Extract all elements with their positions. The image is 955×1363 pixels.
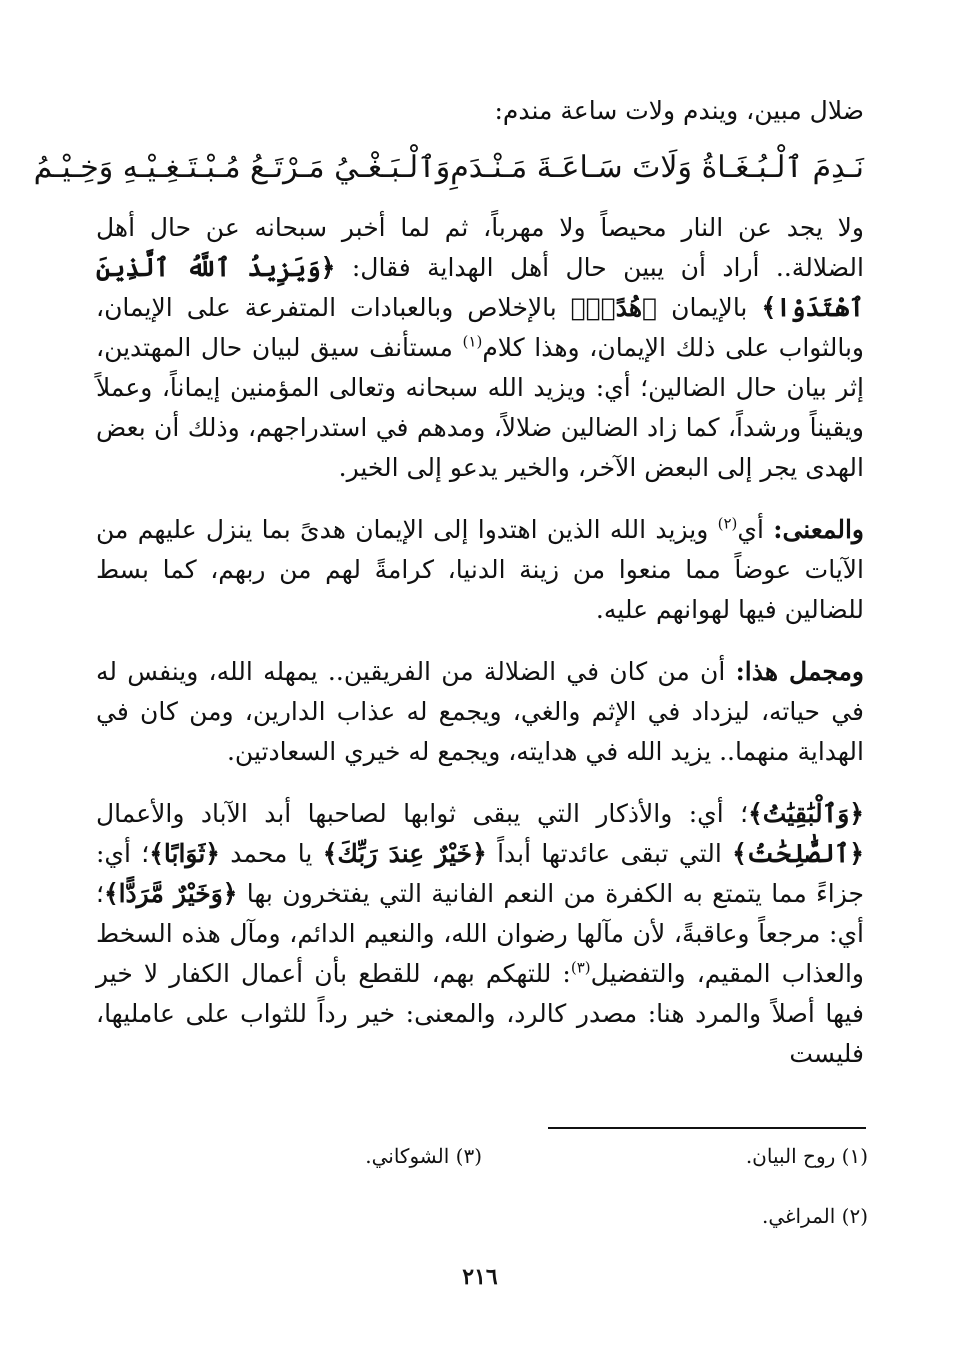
quran-quote: ﴿ٱلصَّٰلِحَٰتُ﴾	[732, 839, 864, 868]
page-body	[33, 92, 865, 1096]
p4-text-1: ؛ أي: والأذكار التي يبقى ثوابها لصاحبها أبد الآباد والأعمال	[96, 799, 749, 828]
quran-quote: ﴿هُدًىۗ﴾	[570, 293, 658, 322]
paragraph-guidance	[96, 208, 864, 488]
p2-text-1: أي	[737, 515, 774, 544]
paragraph-lasting-deeds	[96, 794, 864, 1074]
p1-text-4: مستأنف سيق لبيان حال المهتدين، إثر بيان حال الضالين؛ أي: ويزيد الله سبحانه وتعالى المؤمنين إيماناً، وعملاً ويقيناً ورشداً، كما زاد الضالين ضلالاً، ومدهم في استدراجهم، وذلك أن بعض الهدى يجر إلى البعض الآخر، والخير يدعو إلى الخير.	[96, 333, 864, 482]
paragraph-summary	[96, 652, 864, 772]
p4-text-3: يا محمد	[219, 839, 323, 868]
p1-text-3: بالإخلاص وبالعبادات المتفرعة على الإيمان، وبالثواب على ذلك الإيمان، وهذا كلام	[96, 293, 864, 362]
p1-text-1: ولا يجد عن النار محيصاً ولا مهرباً، ثم لما أخبر سبحانه عن حال أهل الضلالة.. أراد أن يبين حال أهل الهداية فقال:	[96, 213, 864, 282]
footnote-ref-2[interactable]: (٢)	[717, 514, 738, 533]
footnotes	[96, 1140, 868, 1260]
p4-text-6: : للتهكم بهم، للقطع بأن أعمال الكفار لا خير فيها أصلاً والمرد هنا: مصدر كالرد، والمعنى: خير رداً للثواب على عامليها، فليست	[96, 959, 864, 1068]
verse-hemistich-first: نَـدِمَ ٱلْـبُـغَـاةُ وَلَاتَ سَـاعَـةَ مَـنْـدَمِ	[450, 150, 864, 185]
poetry-verse	[33, 146, 864, 190]
paragraph-meaning	[96, 510, 864, 630]
quran-quote: ﴿ثَوَابًا﴾	[149, 839, 220, 868]
paragraph-lead: ومجمل هذا:	[735, 657, 865, 686]
verse-hemistich-second: وَٱلْـبَـغْـيُ مَـرْتَـعُ مُـبْـتَـغِـيْـهِ وَخِـيْـمُ	[33, 150, 451, 185]
footnote-3: (٣) الشوكاني.	[365, 1144, 482, 1168]
paragraph-lead: والمعنى:	[773, 515, 864, 544]
footnote-1: (١) روح البيان.	[745, 1144, 868, 1168]
p3-text-1: أن من كان في الضلالة من الفريقين.. يمهله الله، وينفس له في حياته، ليزداد في الإثم والغي، ويجمع له عذاب الدارين، ومن كان في الهداية منهما.. يزيد الله في هدايته، ويجمع له خيري السعادتين.	[96, 657, 864, 766]
p2-text-2: ويزيد الله الذين اهتدوا إلى الإيمان هدىً بما ينزل عليهم من الآيات عوضاً مما منعوا من زينة الدنيا، كرامةً لهم من ربهم، كما بسط للضالين فيها لهوانهم عليه.	[96, 515, 864, 624]
footnote-ref-1[interactable]: (١)	[462, 332, 483, 351]
quran-quote: ﴿وَخَيْرٌ مَّرَدًّا﴾	[103, 879, 238, 908]
footnote-ref-3[interactable]: (٣)	[570, 958, 591, 977]
quran-quote: ﴿وَيَزِيدُ ٱللَّهُ ٱلَّذِينَ ٱهْتَدَوْا﴾	[96, 253, 864, 322]
page-number: ٢١٦	[462, 1264, 498, 1290]
p4-text-5: ؛ أي: مرجعاً وعاقبةً، لأن مآلها رضوان الله، والنعيم الدائم، ومآل هذه السخط والعذاب المقيم، والتفضيل	[96, 879, 865, 988]
p4-text-4: ؛ أي: جزاءً مما يتمتع به الكفرة من النعم الفانية التي يفتخرون بها	[96, 839, 864, 908]
footnote-row	[96, 1140, 868, 1172]
quran-quote: ﴿وَٱلْبَٰقِيَٰتُ﴾	[748, 799, 864, 828]
footnote-row	[96, 1200, 868, 1232]
quran-quote: ﴿خَيْرٌ عِندَ رَبِّكَ﴾	[322, 839, 487, 868]
p1-text-2: بالإيمان	[657, 293, 762, 322]
footnote-divider	[548, 1127, 866, 1129]
footnote-2: (٢) المراغي.	[761, 1204, 868, 1228]
intro-line: ضلال مبين، ويندم ولات ساعة مندم:	[494, 96, 864, 125]
p4-text-2: التي تبقى عائدتها أبداً	[486, 839, 733, 868]
